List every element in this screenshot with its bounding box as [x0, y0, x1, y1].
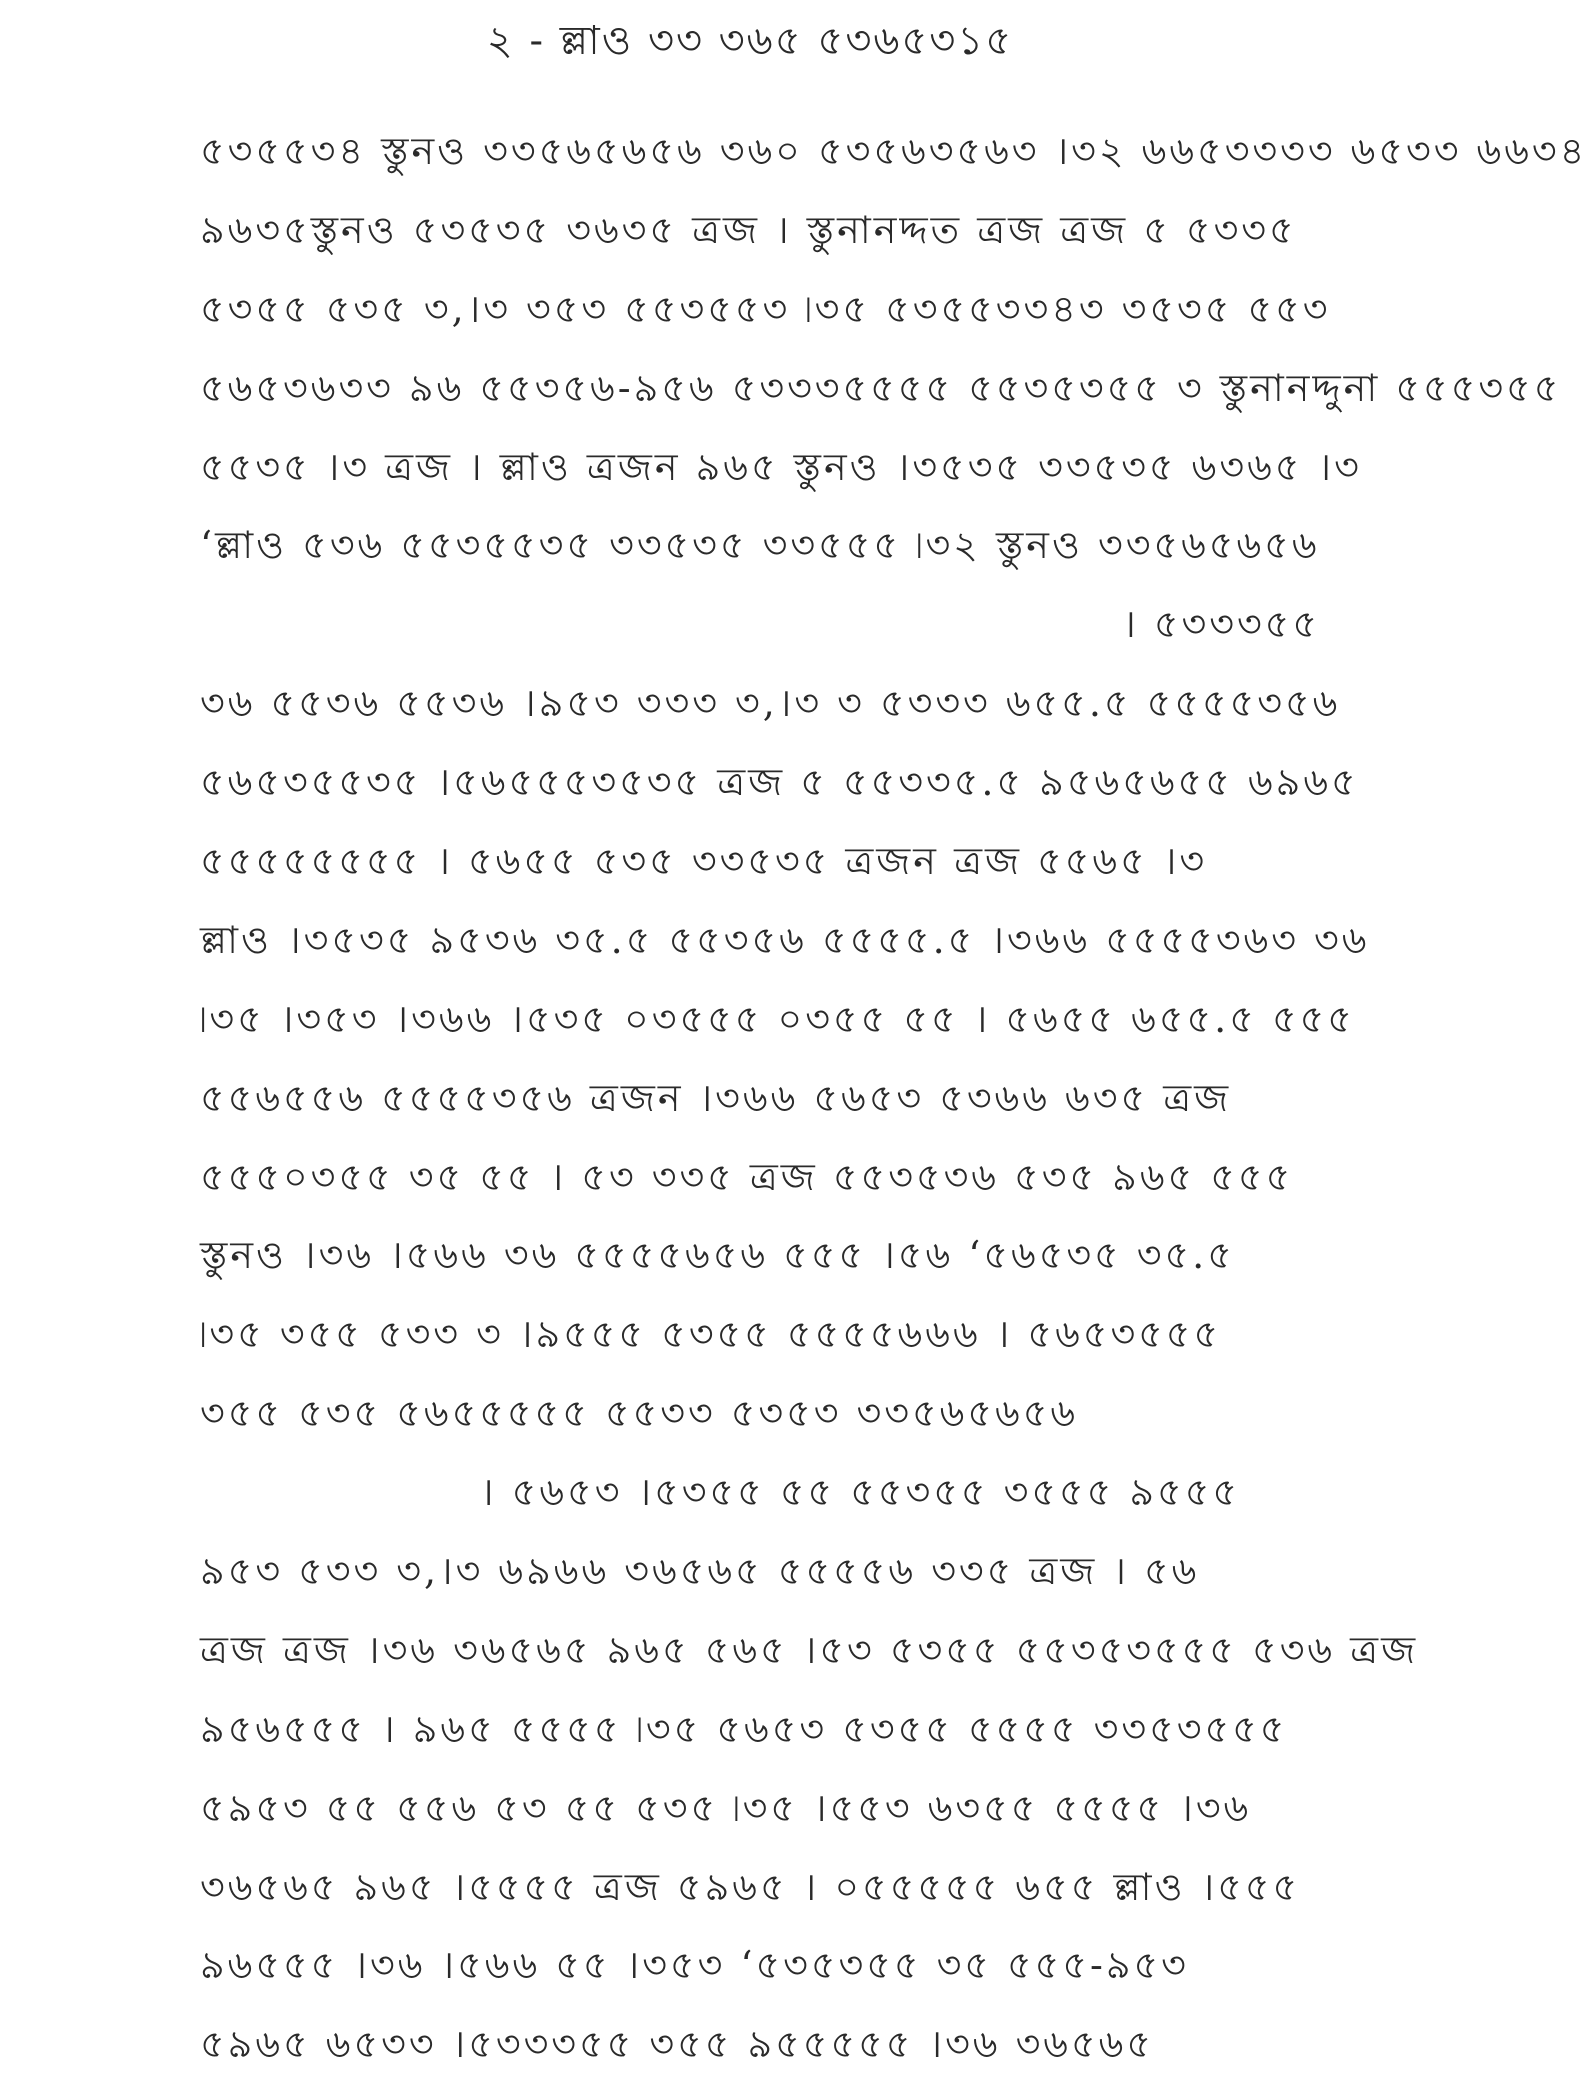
text-line: ৫৫৬৫৫৬ ৫৫৫৫৩৫৬ ত্রজন ।৩৬৬ ৫৬৫৩ ৫৩৬৬ ৬৩৫ ত্রজ	[200, 1075, 1232, 1120]
text-line: ত্রজ ত্রজ ।৩৬ ৩৬৫৬৫ ৯৬৫ ৫৬৫ ।৫৩ ৫৩৫৫ ৫৫৩৫৩৫৫৫ ৫৩৬ ত্রজ	[200, 1627, 1419, 1672]
text-line: ৷৩৫ ।৩৫৩ ।৩৬৬ ।৫৩৫ ০৩৫৫৫ ০৩৫৫ ৫৫ । ৫৬৫৫ ৬৫৫.৫ ৫৫৫	[200, 996, 1355, 1041]
text-line: ৩৬ ৫৫৩৬ ৫৫৩৬ ।৯৫৩ ৩৩৩ ৩,।৩ ৩ ৫৩৩৩ ৬৫৫.৫ ৫৫৫৫৩৫৬	[200, 681, 1341, 726]
text-line: ল্লাও ।৩৫৩৫ ৯৫৩৬ ৩৫.৫ ৫৫৩৫৬ ৫৫৫৫.৫ ।৩৬৬ ৫৫৫৫৩৬৩ ৩৬	[200, 917, 1370, 962]
text-line: । ৫৩৩৩৫৫	[1122, 602, 1320, 647]
text-line: ৯৫৩ ৫৩৩ ৩,।৩ ৬৯৬৬ ৩৬৫৬৫ ৫৫৫৫৬ ৩৩৫ ত্রজ । ৫৬	[200, 1549, 1200, 1594]
text-line: ৫৫৩৫ ।৩ ত্রজ । ল্লাও ত্রজন ৯৬৫ স্তুনও ।৩৫৩৫ ৩৩৫৩৫ ৬৩৬৫ ।৩	[200, 444, 1362, 489]
text-line: স্তুনও ।৩৬ ।৫৬৬ ৩৬ ৫৫৫৫৬৫৬ ৫৫৫ ।৫৬ ‘৫৬৫৩৫ ৩৫.৫	[200, 1233, 1235, 1278]
text-line: ৫৬৫৩৫৫৩৫ ।৫৬৫৫৫৩৫৩৫ ত্রজ ৫ ৫৫৩৩৫.৫ ৯৫৬৫৬৫৫ ৬৯৬৫	[200, 760, 1359, 805]
text-line: ৷৩৫ ৩৫৫ ৫৩৩ ৩ ।৯৫৫৫ ৫৩৫৫ ৫৫৫৫৬৬৬ । ৫৬৫৩৫৫৫	[200, 1312, 1222, 1357]
body-text	[200, 112, 1587, 2084]
page-heading: ২ - ল্লাও ৩৩ ৩৬৫ ৫৩৬৫৩১৫	[486, 18, 1014, 64]
text-line: ৩৫৫ ৫৩৫ ৫৬৫৫৫৫৫ ৫৫৩৩ ৫৩৫৩ ৩৩৫৬৫৬৫৬	[200, 1391, 1079, 1436]
text-line: ৩৬৫৬৫ ৯৬৫ ।৫৫৫৫ ত্রজ ৫৯৬৫ । ০৫৫৫৫৫ ৬৫৫ ল্লাও ।৫৫৫	[200, 1864, 1301, 1909]
text-line: ‘ল্লাও ৫৩৬ ৫৫৩৫৫৩৫ ৩৩৫৩৫ ৩৩৫৫৫ ৷৩২ স্তুনও ৩৩৫৬৫৬৫৬	[200, 523, 1320, 568]
text-line: ৯৫৬৫৫৫ । ৯৬৫ ৫৫৫৫ ৷৩৫ ৫৬৫৩ ৫৩৫৫ ৫৫৫৫ ৩৩৫৩৫৫৫	[200, 1706, 1288, 1751]
text-line: ৫৯৫৩ ৫৫ ৫৫৬ ৫৩ ৫৫ ৫৩৫ ৷৩৫ ।৫৫৩ ৬৩৫৫ ৫৫৫৫ ।৩৬	[200, 1785, 1252, 1830]
text-line: ৫৩৫৫৩৪ স্তুনও ৩৩৫৬৫৬৫৬ ৩৬০ ৫৩৫৬৩৫৬৩ ।৩২ ৬৬৫৩৩৩৩ ৬৫৩৩ ৬৬৩৪	[200, 129, 1587, 173]
text-line: ৫৯৬৫ ৬৫৩৩ ।৫৩৩৩৫৫ ৩৫৫ ৯৫৫৫৫৫ ।৩৬ ৩৬৫৬৫	[200, 2022, 1155, 2067]
text-line: । ৫৬৫৩ ।৫৩৫৫ ৫৫ ৫৫৩৫৫ ৩৫৫৫ ৯৫৫৫	[480, 1470, 1241, 1515]
text-line: ৯৬৫৫৫ ।৩৬ ।৫৬৬ ৫৫ ।৩৫৩ ‘৫৩৫৩৫৫ ৩৫ ৫৫৫-৯৫৩	[200, 1943, 1189, 1988]
text-line: ৯৬৩৫স্তুনও ৫৩৫৩৫ ৩৬৩৫ ত্রজ । স্তুনানদ্দত ত্রজ ত্রজ ৫ ৫৩৩৫	[200, 207, 1297, 252]
text-line: ৫৫৫০৩৫৫ ৩৫ ৫৫ । ৫৩ ৩৩৫ ত্রজ ৫৫৩৫৩৬ ৫৩৫ ৯৬৫ ৫৫৫	[200, 1154, 1294, 1199]
text-line: ৫৫৫৫৫৫৫৫ । ৫৬৫৫ ৫৩৫ ৩৩৫৩৫ ত্রজন ত্রজ ৫৫৬৫ ।৩	[200, 839, 1208, 884]
text-line: ৫৬৫৩৬৩৩ ৯৬ ৫৫৩৫৬-৯৫৬ ৫৩৩৩৫৫৫৫ ৫৫৩৫৩৫৫ ৩ স্তুনানদ্দুনা ৫৫৫৩৫৫	[200, 365, 1562, 410]
text-line: ৫৩৫৫ ৫৩৫ ৩,।৩ ৩৫৩ ৫৫৩৫৫৩ ৷৩৫ ৫৩৫৫৩৩৪৩ ৩৫৩৫ ৫৫৩	[200, 286, 1331, 331]
